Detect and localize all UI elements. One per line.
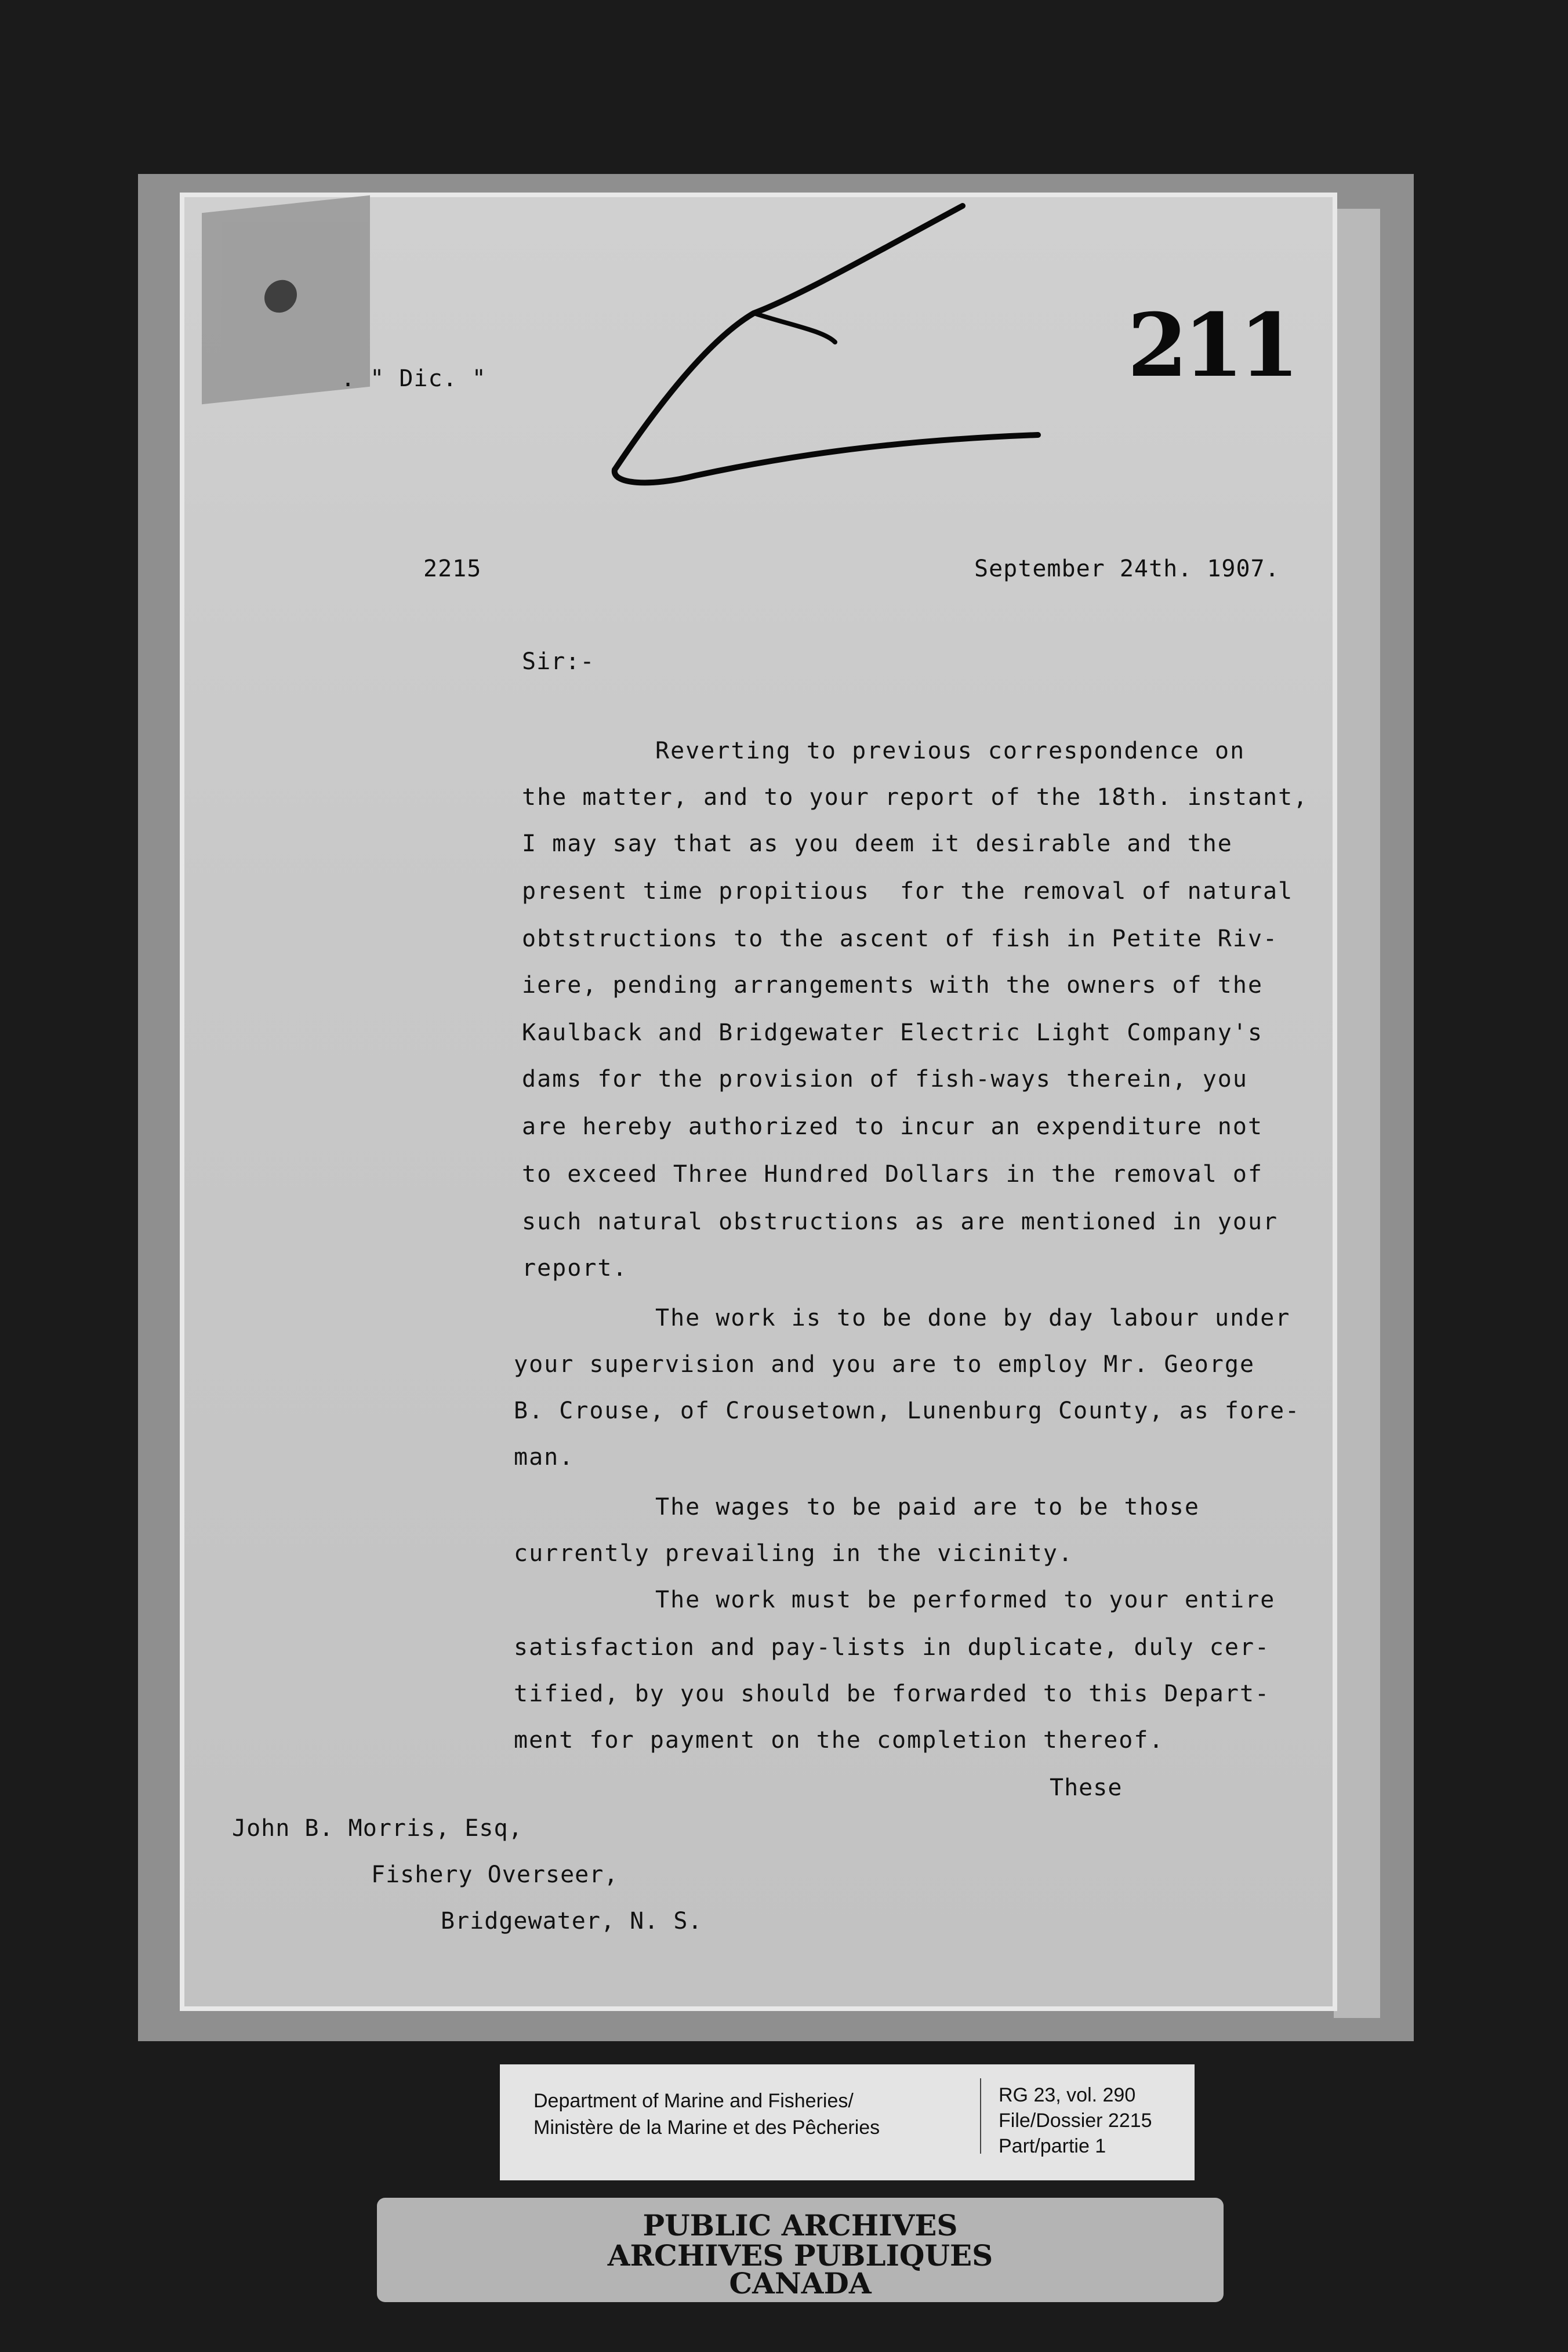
body-line: The work must be performed to your entire bbox=[655, 1587, 1276, 1613]
archives-stamp bbox=[377, 2198, 1224, 2302]
body-line: present time propitious for the removal of natural bbox=[522, 878, 1294, 905]
page-edge-strip bbox=[1334, 209, 1380, 2018]
salutation: Sir:- bbox=[522, 648, 595, 675]
file-number: 2215 bbox=[423, 556, 482, 582]
dictation-note: . " Dic. " bbox=[341, 365, 487, 392]
body-line: the matter, and to your report of the 18th. instant, bbox=[522, 784, 1309, 811]
body-line: man. bbox=[514, 1444, 575, 1471]
body-line: to exceed Three Hundred Dollars in the removal of bbox=[522, 1161, 1264, 1188]
file-dossier: File/Dossier 2215 bbox=[999, 2110, 1152, 2132]
body-line: obtstructions to the ascent of fish in Petite Riv- bbox=[522, 925, 1279, 952]
addressee-title: Fishery Overseer, bbox=[371, 1861, 619, 1888]
body-line: ment for payment on the completion thereof. bbox=[514, 1727, 1164, 1754]
addressee-name: John B. Morris, Esq, bbox=[232, 1815, 523, 1842]
body-line: report. bbox=[522, 1255, 628, 1282]
body-line: The work is to be done by day labour under bbox=[655, 1305, 1291, 1331]
body-line: dams for the provision of fish-ways therein, you bbox=[522, 1066, 1248, 1092]
department-english: Department of Marine and Fisheries/ bbox=[533, 2090, 854, 2112]
record-group: RG 23, vol. 290 bbox=[999, 2084, 1136, 2106]
body-line: B. Crouse, of Crousetown, Lunenburg County, as fore- bbox=[514, 1398, 1301, 1424]
body-line: tified, by you should be forwarded to this Depart- bbox=[514, 1680, 1271, 1707]
body-line: Kaulback and Bridgewater Electric Light Company's bbox=[522, 1019, 1264, 1046]
pencil-mark-icon bbox=[580, 197, 1044, 522]
archive-label bbox=[500, 2064, 1195, 2180]
catchword: These bbox=[1050, 1774, 1123, 1801]
body-line: iere, pending arrangements with the owners of the bbox=[522, 972, 1264, 999]
body-line: Reverting to previous correspondence on bbox=[655, 738, 1246, 764]
body-line: I may say that as you deem it desirable and the bbox=[522, 830, 1233, 857]
body-line: satisfaction and pay-lists in duplicate, duly cer- bbox=[514, 1634, 1271, 1661]
department-french: Ministère de la Marine et des Pêcheries bbox=[533, 2117, 880, 2139]
stamp-line-3: CANADA bbox=[729, 2266, 872, 2300]
body-line: such natural obstructions as are mentioned in your bbox=[522, 1208, 1279, 1235]
punch-hole bbox=[264, 278, 297, 314]
body-line: are hereby authorized to incur an expenditure not bbox=[522, 1113, 1264, 1140]
addressee-location: Bridgewater, N. S. bbox=[441, 1908, 703, 1934]
part-partie: Part/partie 1 bbox=[999, 2135, 1106, 2157]
stamp-line-1: PUBLIC ARCHIVES bbox=[643, 2208, 958, 2242]
letter-date: September 24th. 1907. bbox=[974, 556, 1280, 582]
stamp-line-2: ARCHIVES PUBLIQUES bbox=[607, 2238, 993, 2273]
handwritten-page-number: 211 bbox=[1127, 295, 1295, 397]
body-line: The wages to be paid are to be those bbox=[655, 1494, 1200, 1520]
body-line: currently prevailing in the vicinity. bbox=[514, 1540, 1074, 1567]
label-divider bbox=[980, 2078, 981, 2154]
body-line: your supervision and you are to employ Mr. George bbox=[514, 1351, 1255, 1378]
